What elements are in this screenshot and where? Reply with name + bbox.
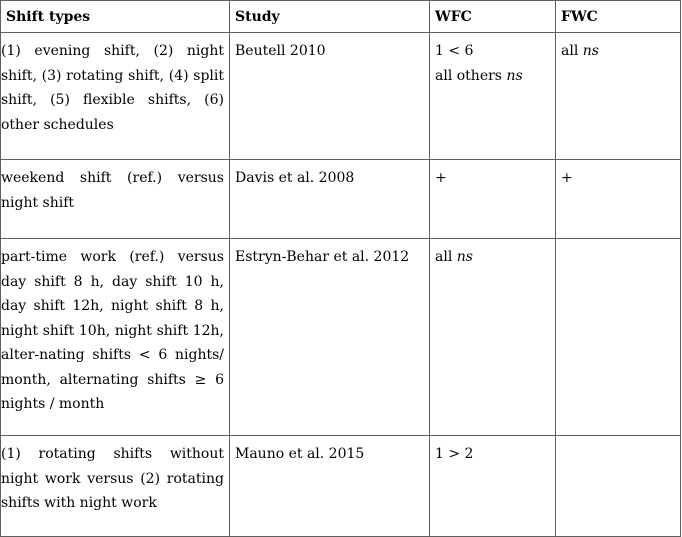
table-row	[1, 436, 681, 537]
cell-wfc	[430, 33, 556, 160]
cell-shift-types: (1) rotating shifts without night work versus (2) rotating shifts with night work	[1, 436, 230, 537]
table-row	[1, 160, 681, 239]
cell-fwc: +	[556, 160, 681, 239]
cell-fwc	[556, 239, 681, 436]
wfc-line-2	[435, 64, 550, 89]
cell-study: Estryn-Behar et al. 2012	[230, 239, 430, 436]
fwc-ns: ns	[582, 43, 599, 59]
wfc-line-2-text: all others	[435, 67, 502, 84]
header-shift-types: Shift types	[1, 1, 230, 33]
cell-study: Beutell 2010	[230, 33, 430, 160]
wfc-ns: ns	[456, 249, 473, 265]
cell-wfc: 1 > 2	[430, 436, 556, 537]
cell-fwc	[556, 436, 681, 537]
wfc-line-2-ns: ns	[506, 67, 523, 84]
cell-shift-types: (1) evening shift, (2) night shift, (3) rotating shift, (4) split shift, (5) flexible shifts, (6) other schedules	[1, 33, 230, 160]
table-row	[1, 33, 681, 160]
cell-study: Mauno et al. 2015	[230, 436, 430, 537]
cell-shift-types: part-time work (ref.) versus day shift 8 h, day shift 10 h, day shift 12h, night shift 8 h, night shift 10h, night shift 12h, alter-nating shifts < 6 nights/ month, alternating shifts ≥ 6 nights / month	[1, 239, 230, 436]
cell-shift-types: weekend shift (ref.) versus night shift	[1, 160, 230, 239]
cell-fwc	[556, 33, 681, 160]
cell-wfc	[430, 239, 556, 436]
header-wfc: WFC	[430, 1, 556, 33]
header-fwc: FWC	[556, 1, 681, 33]
wfc-line-1: 1 < 6	[435, 43, 474, 59]
header-study: Study	[230, 1, 430, 33]
table-row	[1, 239, 681, 436]
cell-study: Davis et al. 2008	[230, 160, 430, 239]
table-header-row	[1, 1, 681, 33]
wfc-text: all	[435, 249, 453, 265]
cell-wfc: +	[430, 160, 556, 239]
fwc-text: all	[561, 43, 579, 59]
